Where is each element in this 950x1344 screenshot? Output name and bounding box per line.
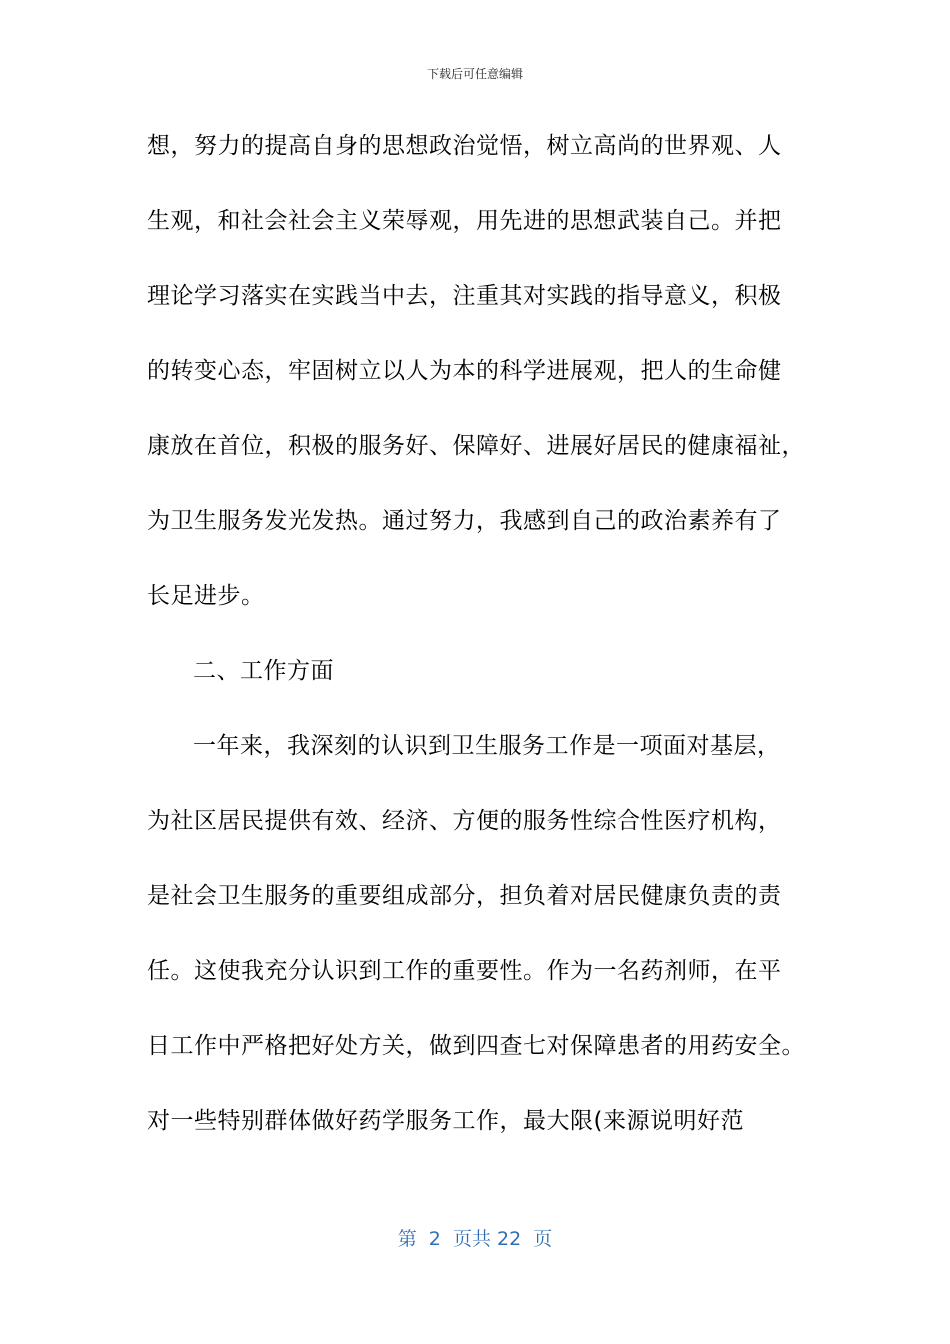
body-line: 想，努力的提高自身的思想政治觉悟，树立高尚的世界观、人	[147, 133, 782, 159]
body-line: 生观，和社会社会主义荣辱观，用先进的思想武装自己。并把	[147, 208, 782, 234]
body-line: 长足进步。	[147, 583, 265, 609]
body-line: 是社会卫生服务的重要组成部分，担负着对居民健康负责的责	[147, 883, 782, 909]
body-line: 为社区居民提供有效、经济、方便的服务性综合性医疗机构，	[147, 808, 782, 834]
body-line: 康放在首位，积极的服务好、保障好、进展好居民的健康福祉，	[147, 433, 805, 459]
body-line: 对一些特别群体做好药学服务工作，最大限(来源说明好范	[147, 1108, 744, 1134]
document-body	[147, 125, 827, 1175]
body-line: 任。这使我充分认识到工作的重要性。作为一名药剂师，在平	[147, 958, 782, 984]
body-line: 的转变心态，牢固树立以人为本的科学进展观，把人的生命健	[147, 358, 782, 384]
body-line: 一年来，我深刻的认识到卫生服务工作是一项面对基层，	[193, 733, 781, 759]
page-header: 下载后可任意编辑	[426, 67, 523, 81]
body-line: 日工作中严格把好处方关，做到四查七对保障患者的用药安全。	[147, 1033, 805, 1059]
body-line: 为卫生服务发光发热。通过努力，我感到自己的政治素养有了	[147, 508, 782, 534]
section-heading: 二、工作方面	[193, 658, 334, 684]
page-number-footer: 第 2 页共 22 页	[397, 1228, 553, 1250]
body-line: 理论学习落实在实践当中去，注重其对实践的指导意义，积极	[147, 283, 782, 309]
